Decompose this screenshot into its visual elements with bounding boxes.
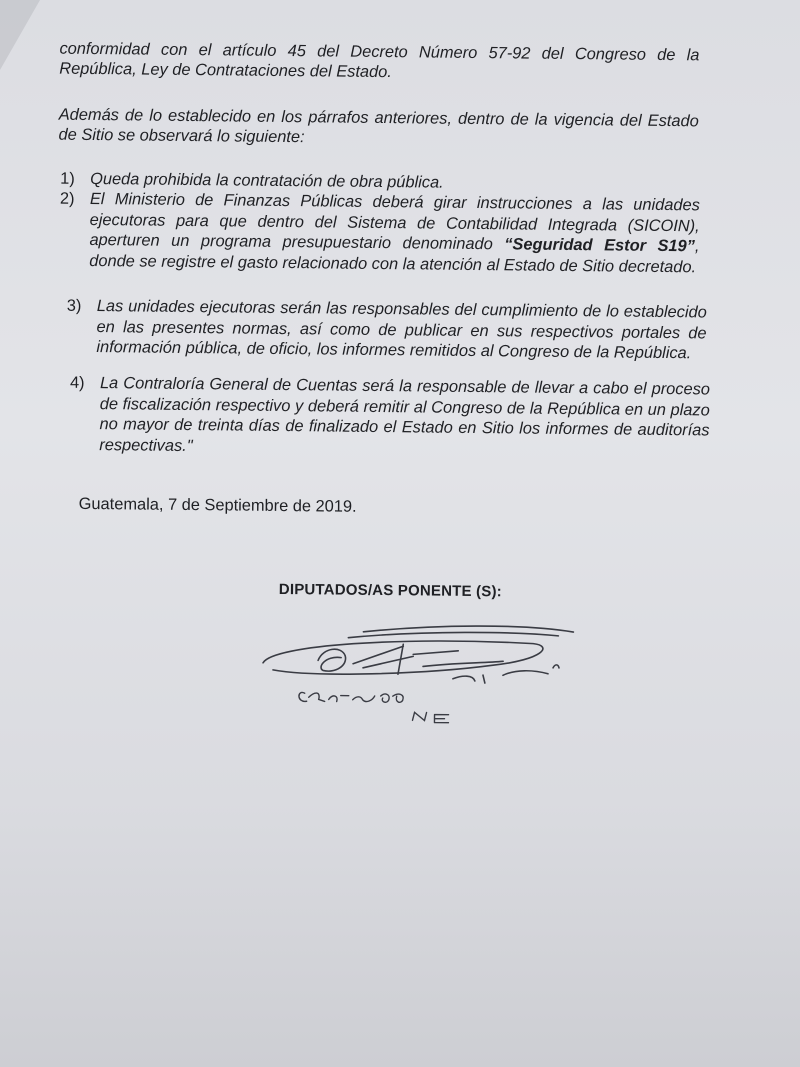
list-item-text: La Contraloría General de Cuentas será la responsable de llevar a cabo el proceso de fiscalización respectivo y deberá remitir al Congreso de la República en un plazo no mayor de treinta días de finalizado el Estado en Sitio los informes de auditorías respectivas." [99,374,711,455]
handwritten-signature [252,615,583,728]
list-item-number: 4) [69,373,85,392]
program-name: “Seguridad Estor S19” [504,235,695,256]
list-item-text-end: , donde se registre el gasto relacionado con la atención al Estado de Sitio decretado. [89,237,700,276]
list-item-4 [69,373,711,455]
list-item-text-start: El Ministerio de Finanzas Públicas deberá girar instrucciones a las unidades ejecutoras para que dentro del Sistema de Contabilidad Integrada (SICOIN), aperturen un programa presupuestario denominado [89,189,700,254]
list-item-number: 3) [66,296,82,315]
paragraph-decree-reference: conformidad con el artículo 45 del Decreto Número 57-92 del Congreso de la República, Ley de Contrataciones del Estado. [59,39,700,82]
signers-heading: DIPUTADOS/AS PONENTE (S): [278,580,502,601]
list-item-1 [60,169,700,192]
place-date: Guatemala, 7 de Septiembre de 2019. [78,494,357,516]
list-item-text: Las unidades ejecutoras serán las responsables del cumplimiento de lo establecido en las presentes normas, así como de publicar en sus respectivos portales de información pública, de oficio, los informes remitidos al Congreso de la República. [96,297,707,363]
list-item-text [89,189,700,277]
list-item-number: 2) [59,189,75,208]
list-item-3 [66,296,707,363]
paragraph-state-of-siege-intro: Además de lo establecido en los párrafos anteriores, dentro de la vigencia del Estado de Sitio se observará lo siguiente: [58,105,699,147]
list-item-text: Queda prohibida la contratación de obra pública. [90,169,444,192]
list-item-number: 1) [60,169,75,188]
